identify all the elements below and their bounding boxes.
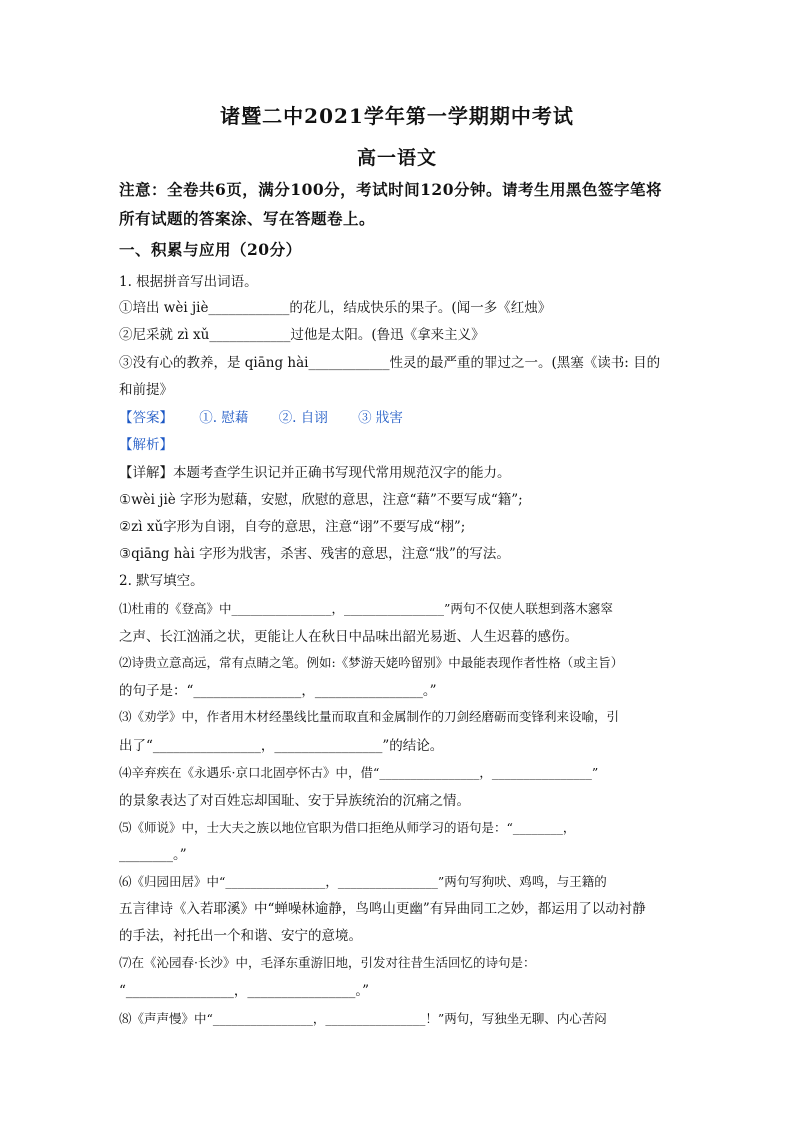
q2-p3a: ⑶《劝学》中，作者用木材经墨线比量而取直和金属制作的刀剑经磨砺而变锋利来设喻，引 xyxy=(119,709,620,724)
section-heading: 一、积累与应用（20分） xyxy=(119,240,302,259)
q1-stem: 1. 根据拼音写出词语。 xyxy=(119,274,258,290)
q1-detail-1: ①wèi jiè 字形为慰藉，安慰，欣慰的意思，注意“藉”不要写成“籍”; xyxy=(119,492,523,508)
q1-item-1: ①培出 wèi jiè____________的花儿，结成快乐的果子。(闻一多《红烛》 xyxy=(119,300,552,316)
q1-item-3-cont: 和前提》 xyxy=(119,382,173,398)
q1-detail: 【详解】本题考查学生识记并正确书写现代常用规范汉字的能力。 xyxy=(119,465,511,481)
q2-p2a: ⑵诗贵立意高远，常有点睛之笔。例如:《梦游天姥吟留别》中最能表现作者性格（或主旨） xyxy=(119,655,624,670)
q2-p3b: 出了“________________，________________”的结论。 xyxy=(119,738,444,754)
q2-p7b: “________________，________________。” xyxy=(119,983,370,999)
q2-p1a: ⑴杜甫的《登高》中________________，________________”两句不仅使人联想到落木窸窣 xyxy=(119,601,613,616)
exam-title: 诸暨二中2021学年第一学期期中考试 xyxy=(220,104,574,128)
q1-item-3: ③没有心的教养，是 qiāng hài____________性灵的最严重的罪过之一。(黑塞《读书: 目的 xyxy=(119,355,661,371)
q2-p6a: ⑹《归园田居》中“________________，________________”两句写狗吠、鸡鸣，与王籍的 xyxy=(119,874,607,889)
q2-p4a: ⑷辛弃疾在《永遇乐·京口北固亭怀古》中，借“________________，________________” xyxy=(119,765,599,780)
q2-p2b: 的句子是：“________________，________________。” xyxy=(119,683,437,699)
q1-answer xyxy=(119,408,679,428)
q2-p1b: 之声、长江汹涌之状，更能让人在秋日中品味出韶光易逝、人生迟暮的感伤。 xyxy=(119,629,578,645)
q1-detail-3: ③qiāng hài 字形为戕害，杀害、残害的意思，注意“戕”的写法。 xyxy=(119,546,510,562)
q2-p5b: ________。” xyxy=(119,847,187,863)
q1-item-2: ②尼采就 zì xǔ____________过他是太阳。(鲁迅《拿来主义》 xyxy=(119,327,485,343)
q2-stem: 2. 默写填空。 xyxy=(119,573,204,589)
q2-p5a: ⑸《师说》中，士大夫之族以地位官职为借口拒绝从师学习的语句是：“________， xyxy=(119,820,576,835)
q1-detail-2: ②zì xǔ字形为自诩，自夸的意思，注意“诩”不要写成“栩”; xyxy=(119,519,466,535)
q2-p6c: 的手法，衬托出一个和谐、安宁的意境。 xyxy=(119,928,362,944)
exam-subject: 高一语文 xyxy=(356,147,437,169)
notice-line-2: 所有试题的答案涂、写在答题卷上。 xyxy=(119,209,376,228)
answer-2: ②. 自诩 xyxy=(278,410,328,426)
notice-line-1: 注意：全卷共6页，满分100分，考试时间120分钟。请考生用黑色签字笔将 xyxy=(119,180,662,199)
analysis-label: 【解析】 xyxy=(119,437,173,453)
answer-3: ③ 戕害 xyxy=(358,410,403,426)
q2-p8a: ⑻《声声慢》中“________________，________________！”两句，写独坐无聊、内心苦闷 xyxy=(119,1011,607,1026)
q2-p4b: 的景象表达了对百姓忘却国耻、安于异族统治的沉痛之情。 xyxy=(119,793,470,809)
answer-label: 【答案】 xyxy=(119,410,173,426)
q2-p7a: ⑺在《沁园春·长沙》中，毛泽东重游旧地，引发对往昔生活回忆的诗句是： xyxy=(119,955,536,970)
q2-p6b: 五言律诗《入若耶溪》中“蝉噪林逾静，鸟鸣山更幽”有异曲同工之妙，都运用了以动衬静 xyxy=(119,901,646,917)
answer-1: ①. 慰藉 xyxy=(199,410,249,426)
